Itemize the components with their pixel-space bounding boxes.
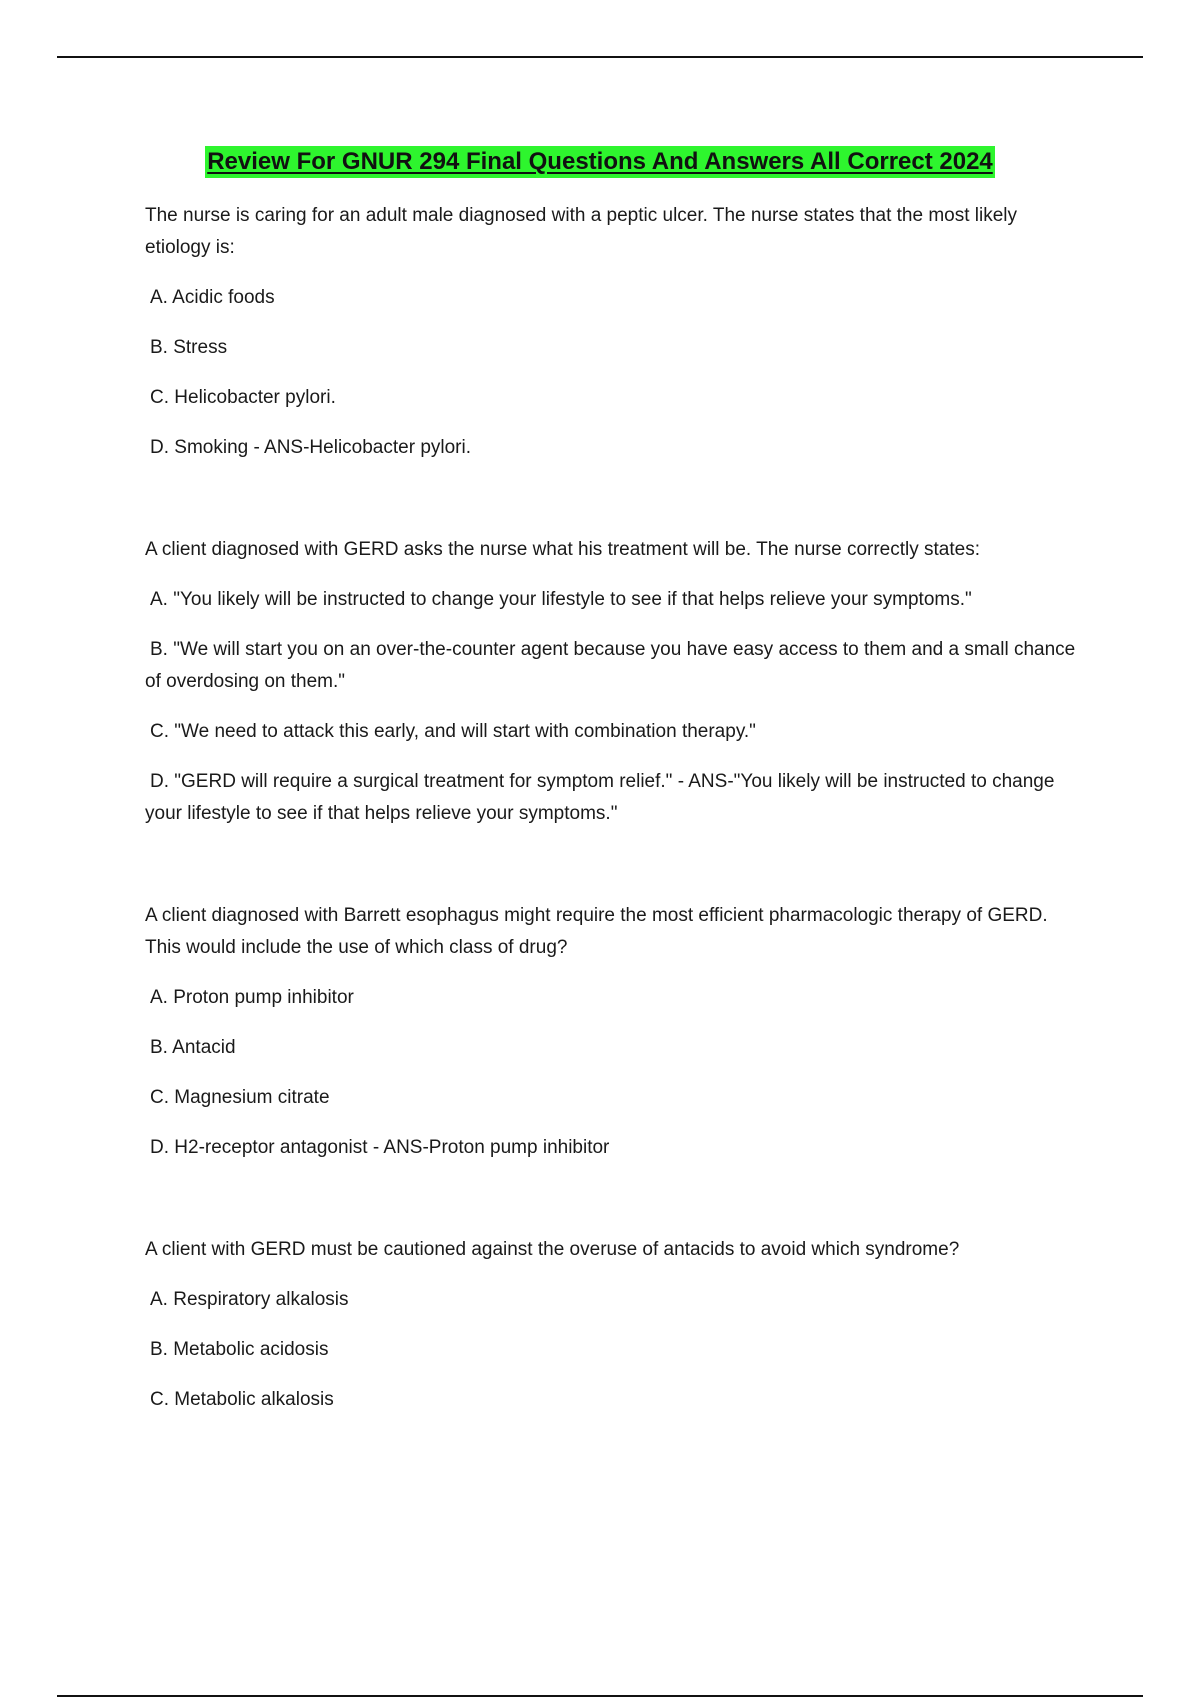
question-text: A client diagnosed with GERD asks the nurse what his treatment will be. The nurse correctly states: [145,539,980,560]
footer-rule [57,1695,1143,1697]
answer-option: D. H2-receptor antagonist - ANS-Proton pump inhibitor [150,1137,610,1158]
answer-option: C. Metabolic alkalosis [150,1389,334,1410]
answer-option: D. Smoking - ANS-Helicobacter pylori. [150,437,471,458]
answer-option: A. Proton pump inhibitor [150,987,354,1008]
answer-option: A. Acidic foods [150,287,275,308]
document-body [145,200,1085,1434]
answer-option: C. Magnesium citrate [150,1087,330,1108]
document-title: Review For GNUR 294 Final Questions And Answers All Correct 2024 [205,146,995,178]
answer-option: B. Stress [150,337,228,358]
answer-option: A. Respiratory alkalosis [150,1289,349,1310]
answer-option: C. "We need to attack this early, and will start with combination therapy." [150,721,756,742]
title-container [0,146,1200,178]
answer-option: B. Metabolic acidosis [150,1339,329,1360]
question-3 [145,900,1085,1164]
question-1 [145,200,1085,464]
question-4 [145,1234,1085,1416]
answer-option: A. "You likely will be instructed to change your lifestyle to see if that helps relieve your symptoms." [150,589,972,610]
question-2 [145,534,1085,830]
question-text: The nurse is caring for an adult male diagnosed with a peptic ulcer. The nurse states that the most likely etiology is: [145,205,1018,258]
answer-option: B. "We will start you on an over-the-counter agent because you have easy access to them and a small chance of overdosing on them." [145,639,1076,692]
answer-option: D. "GERD will require a surgical treatment for symptom relief." - ANS-"You likely will be instructed to change your lifestyle to see if that helps relieve your symptoms." [145,771,1055,824]
answer-option: C. Helicobacter pylori. [150,387,336,408]
header-rule [57,56,1143,58]
question-text: A client with GERD must be cautioned against the overuse of antacids to avoid which syndrome? [145,1239,960,1260]
answer-option: B. Antacid [150,1037,236,1058]
question-text: A client diagnosed with Barrett esophagus might require the most efficient pharmacologic therapy of GERD. This would include the use of which class of drug? [145,905,1048,958]
